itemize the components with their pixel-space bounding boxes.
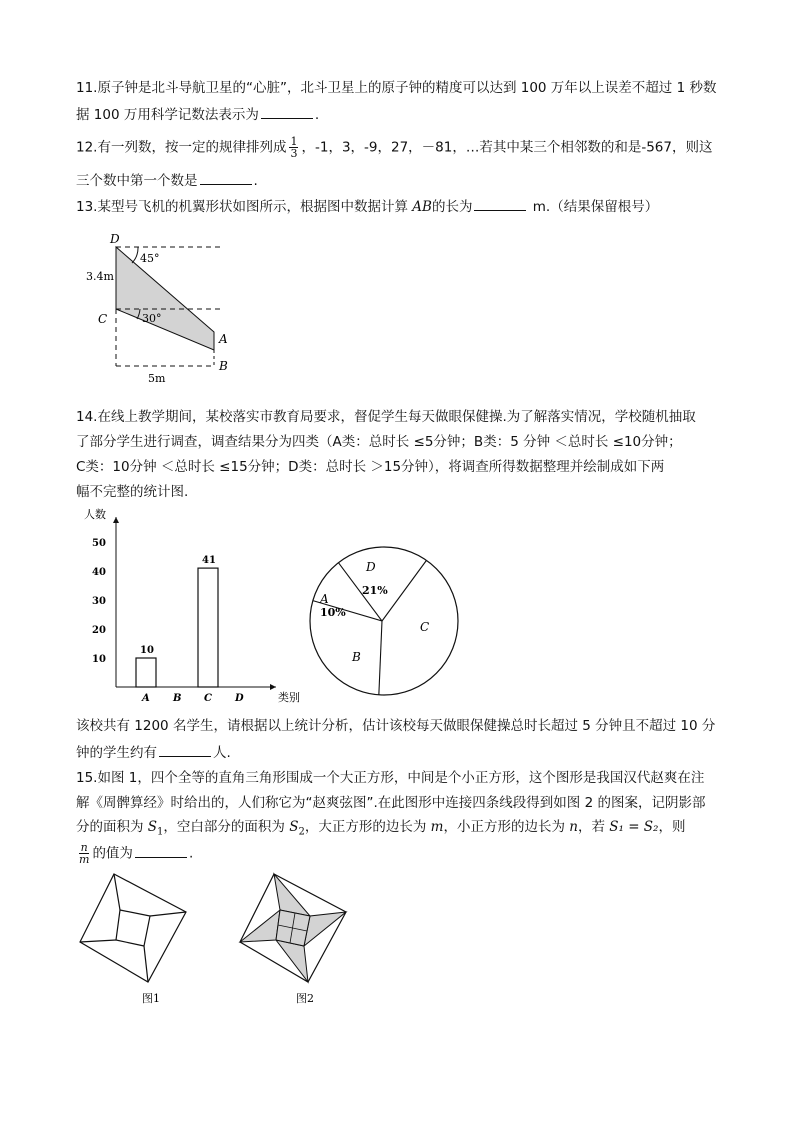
q12-frac-den: 3 <box>290 147 298 160</box>
q15-s1-sub: 1 <box>157 826 164 838</box>
bar-label-A: 10 <box>140 645 154 656</box>
y-tick-label-30: 30 <box>92 596 106 607</box>
q12-prefix: 12.有一列数，按一定的规律排列成 <box>76 139 287 156</box>
y-axis-label: 人数 <box>84 508 106 521</box>
figure-2 <box>236 870 356 1010</box>
q15-s2-letter: S <box>289 819 299 835</box>
pie-slice-value-D: 21% <box>362 584 388 597</box>
q15-l3-b: ，空白部分的面积为 <box>163 819 285 835</box>
q11-prefix: 据 100 万用科学记数法表示为 <box>76 107 259 123</box>
fig1-outer-square <box>80 874 186 982</box>
q15-l4-end: . <box>188 845 194 862</box>
fig1-seg-3 <box>144 946 148 982</box>
angle-30-label: 30° <box>142 312 162 325</box>
q12-line2-prefix: 三个数中第一个数是 <box>76 173 198 189</box>
q15-l4-suffix: 的值为 <box>92 845 133 862</box>
q14-line-4: 幅不完整的统计图. <box>76 484 189 500</box>
q15-frac-num: n <box>80 841 88 854</box>
q15-s1 <box>147 819 164 838</box>
y-tick-label-10: 10 <box>92 654 106 665</box>
q15-l3-a: 分的面积为 <box>76 819 144 835</box>
q12-frac-num: 1 <box>290 135 298 148</box>
pie-slice-label-B: B <box>352 650 361 664</box>
q15-line-3 <box>76 817 685 843</box>
q15-s2-sub: 2 <box>298 826 305 838</box>
q15-l3-c: ，大正方形的边长为 <box>304 819 427 835</box>
q14-after-1: 该校共有 1200 名学生，请根据以上统计分析，估计该校每天做眼保健操总时长超过 5 分钟且不超过 10 分 <box>76 718 716 734</box>
q15-s1-letter: S <box>147 819 158 835</box>
q15-line-4 <box>76 842 193 865</box>
y-axis-arrow <box>113 517 119 523</box>
q12-suffix: . <box>253 173 258 189</box>
q14-after-prefix: 钟的学生约有 <box>76 745 157 761</box>
q11-line-2 <box>76 104 319 125</box>
y-tick-label-20: 20 <box>92 625 106 636</box>
q15-s2 <box>289 819 305 838</box>
q15-l3-d: ，小正方形的边长为 <box>443 819 565 835</box>
pie-outline <box>310 547 458 695</box>
figure-1 <box>76 870 196 1010</box>
q12-fraction <box>289 136 298 159</box>
q15-l3-f: ，则 <box>658 819 686 835</box>
y-tick-label-50: 50 <box>92 538 106 549</box>
fig1-inner-square <box>116 910 150 946</box>
pie-slice-label-A: A <box>320 592 329 606</box>
q15-answer-blank[interactable] <box>135 843 187 858</box>
angle-arc-45 <box>132 247 138 263</box>
x-axis-label: 类别 <box>278 691 300 704</box>
x-tick-label-B: B <box>173 693 182 704</box>
q11-suffix: . <box>314 107 320 123</box>
x-axis-arrow <box>270 684 276 690</box>
q12-answer-blank[interactable] <box>200 170 252 185</box>
q13-answer-blank[interactable] <box>474 196 526 211</box>
q15-fraction <box>79 842 89 865</box>
fig1-seg-2 <box>150 912 186 916</box>
q14-line-2: 了部分学生进行调查，调查结果分为四类（A类：总时长 ≤5分钟；B类：5 分钟 ＜总时长 ≤10分钟； <box>76 434 682 450</box>
x-tick-label-A: A <box>142 693 150 704</box>
q13-prefix: 13.某型号飞机的机翼形状如图所示，根据图中数据计算 <box>76 199 408 215</box>
wing-figure <box>80 228 240 388</box>
fig2-caption: 图2 <box>296 992 314 1005</box>
fig1-seg-1 <box>114 874 120 910</box>
label-C: C <box>98 312 108 326</box>
q12-line-2 <box>76 170 258 191</box>
width-label: 5m <box>148 372 166 385</box>
fig1-caption: 图1 <box>142 992 160 1005</box>
q11-answer-blank[interactable] <box>261 104 313 119</box>
q13-suffix: m.（结果保留根号） <box>532 199 659 215</box>
x-tick-label-C: C <box>204 693 212 704</box>
label-B: B <box>219 359 228 373</box>
wing-shape <box>116 247 214 350</box>
y-tick-label-40: 40 <box>92 567 106 578</box>
fig1-seg-4 <box>80 940 116 942</box>
q15-line-1: 15.如图 1，四个全等的直角三角形围成一个大正方形，中间是个小正方形，这个图形是我国汉代赵爽在注 <box>76 770 705 786</box>
q13-line <box>76 196 658 217</box>
q15-equation: S₁ = S₂ <box>609 819 659 835</box>
q14-line-3: C类：10分钟 ＜总时长 ≤15分钟；D类：总时长 ＞15分钟），将调查所得数据整理并绘制成如下两 <box>76 459 665 475</box>
q15-frac-den: m <box>79 853 90 866</box>
pie-slice-label-C: C <box>420 620 430 634</box>
q15-n: n <box>569 819 578 835</box>
q14-answer-blank[interactable] <box>159 742 211 757</box>
pie-chart <box>306 545 466 705</box>
pie-slice-value-A: 10% <box>320 606 346 619</box>
label-D: D <box>110 232 120 246</box>
q15-m: m <box>430 819 444 835</box>
pie-slice-label-D: D <box>366 560 376 574</box>
q12-line-1 <box>76 136 713 159</box>
bar-A <box>136 658 156 687</box>
label-A: A <box>219 332 228 346</box>
bar-label-C: 41 <box>202 555 216 567</box>
bar-chart <box>76 505 306 705</box>
q11-line-1: 11.原子钟是北斗导航卫星的“心脏”，北斗卫星上的原子钟的精度可以达到 100 万年以上误差不超过 1 秒数 <box>76 80 717 96</box>
q14-after-suffix: 人. <box>213 745 231 761</box>
angle-45-label: 45° <box>140 252 160 265</box>
q13-ab: AB <box>412 199 432 215</box>
height-label: 3.4m <box>86 270 114 283</box>
q14-after-2 <box>76 742 231 763</box>
q12-sequence: ，-1，3，-9，27，－81，…若其中某三个相邻数的和是-567，则这 <box>301 139 713 156</box>
bar-C <box>198 568 218 687</box>
x-tick-label-D: D <box>235 693 244 704</box>
q15-l3-e: ，若 <box>577 819 605 835</box>
q13-mid: 的长为 <box>431 199 473 215</box>
q14-line-1: 14.在线上教学期间，某校落实市教育局要求，督促学生每天做眼保健操.为了解落实情况，学校随机抽取 <box>76 409 696 425</box>
q15-line-2: 解《周髀算经》时给出的，人们称它为“赵爽弦图”.在此图形中连接四条线段得到如图 2 的图案，记阴影部 <box>76 795 706 811</box>
